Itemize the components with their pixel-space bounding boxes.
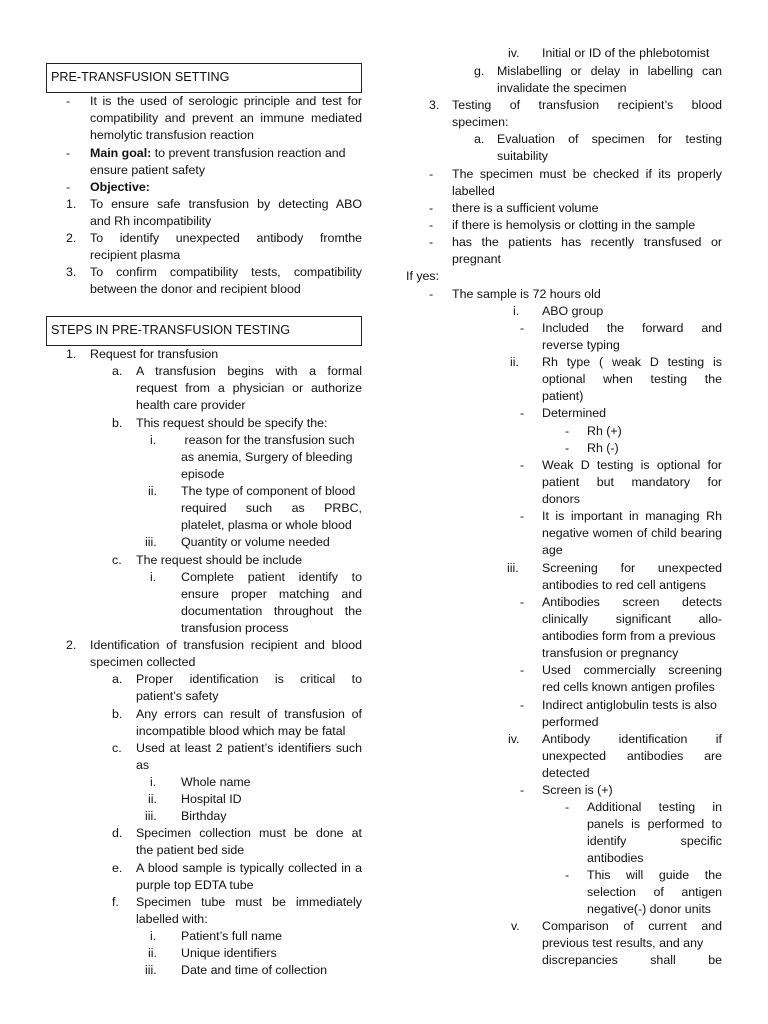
text-line: antibodies	[587, 851, 644, 865]
text-line: purple top EDTA tube	[136, 878, 254, 892]
text-line: To identify unexpected antibody fromthe	[90, 231, 362, 245]
section-title: STEPS IN PRE-TRANSFUSION TESTING	[51, 323, 291, 337]
text-line: has the patients has recently transfused or	[452, 235, 722, 249]
text-line: Weak D testing is optional for	[542, 458, 722, 472]
text-line: Included the forward and	[542, 321, 722, 335]
text-line	[90, 145, 362, 162]
text-line: This will guide the	[587, 868, 722, 882]
text-line: The specimen must be checked if its properly	[452, 167, 722, 181]
text-line: A blood sample is typically collected in a	[136, 861, 362, 875]
text-line: Unique identifiers	[181, 946, 277, 960]
text-line: patient but mandatory for	[542, 475, 722, 489]
text-line: Antibody identification if	[542, 732, 722, 746]
text-line: Patient’s full name	[181, 929, 283, 943]
text-line: health care provider	[136, 398, 246, 412]
list-marker: f.	[112, 895, 119, 909]
list-marker: iii.	[145, 809, 157, 823]
text-line: Whole name	[181, 775, 251, 789]
text-line: recipient plasma	[90, 248, 181, 262]
text-line: Evaluation of specimen for testing	[497, 132, 722, 146]
list-marker: ii.	[148, 484, 157, 498]
main-goal-label: Main goal:	[90, 146, 152, 160]
text-line: Comparison of current and	[542, 919, 722, 933]
bullet-dash: -	[520, 406, 525, 420]
bullet-dash: -	[66, 146, 71, 160]
text-line: Rh (+)	[587, 424, 622, 438]
list-marker: ii.	[148, 792, 157, 806]
text-line: specimen:	[452, 115, 509, 129]
text-line: detected	[542, 766, 590, 780]
text-line: Proper identification is critical to	[136, 672, 362, 686]
text-line: performed	[542, 715, 599, 729]
text-line: as anemia, Surgery of bleeding	[181, 450, 353, 464]
text-line: labelled	[452, 184, 495, 198]
bullet-dash: -	[429, 235, 434, 249]
bullet-dash: -	[520, 663, 525, 677]
text-line: discrepancies shall be	[542, 953, 722, 967]
text-line: Hospital ID	[181, 792, 242, 806]
text-line: patient)	[542, 389, 584, 403]
list-marker: 1.	[66, 197, 77, 211]
list-marker: iv.	[508, 732, 520, 746]
main-goal-text: to prevent transfusion reaction and	[151, 146, 346, 160]
list-marker: c.	[112, 741, 122, 755]
list-marker: 3.	[429, 98, 440, 112]
text-line: and Rh incompatibility	[90, 214, 212, 228]
list-marker: iii.	[145, 535, 157, 549]
list-marker: c.	[112, 553, 122, 567]
text-line: Antibodies screen detects	[542, 595, 722, 609]
list-marker: d.	[112, 826, 123, 840]
text-line: Request for transfusion	[90, 347, 219, 361]
text-line: negative(-) donor units	[587, 902, 711, 916]
text-line: optional when testing the	[542, 372, 722, 386]
list-marker: g.	[474, 64, 485, 78]
section-title: PRE-TRANSFUSION SETTING	[51, 70, 230, 84]
text-line: To confirm compatibility tests, compatibility	[90, 265, 362, 279]
text-line: Identification of transfusion recipient and blood	[90, 638, 362, 652]
text-line: suitability	[497, 149, 548, 163]
text-line: The type of component of blood	[181, 484, 356, 498]
text-line: invalidate the specimen	[497, 81, 627, 95]
list-marker: ii.	[510, 355, 519, 369]
text-line: transfusion or pregnancy	[542, 646, 679, 660]
text-line: ensure patient safety	[90, 163, 206, 177]
list-marker: i.	[150, 570, 157, 584]
text-line: Date and time of collection	[181, 963, 328, 977]
text-line: The request should be include	[136, 553, 303, 567]
text-line: labelled with:	[136, 912, 208, 926]
list-marker: b.	[112, 416, 123, 430]
text-line: Screening for unexpected	[542, 561, 722, 575]
text-line: identify specific	[587, 834, 722, 848]
text-line: Birthday	[181, 809, 227, 823]
text-line: age	[542, 543, 563, 557]
text-line: as	[136, 758, 150, 772]
text-line: pregnant	[452, 252, 501, 266]
section-header-steps	[46, 316, 362, 346]
list-marker: i.	[150, 433, 157, 447]
bullet-dash: -	[520, 595, 525, 609]
text-line: transfusion process	[181, 621, 289, 635]
text-line: To ensure safe transfusion by detecting ABO	[90, 197, 362, 211]
bullet-dash: -	[429, 201, 434, 215]
text-line: This request should be specify the:	[136, 416, 328, 430]
list-marker: ii.	[148, 946, 157, 960]
text-line: required such as PRBC,	[181, 501, 362, 515]
text-line: Any errors can result of transfusion of	[136, 707, 362, 721]
list-marker: e.	[112, 861, 123, 875]
list-marker: iii.	[507, 561, 519, 575]
list-marker: 2.	[66, 638, 77, 652]
if-yes-label: If yes:	[406, 269, 440, 283]
objective-label: Objective:	[90, 180, 150, 194]
list-marker: iv.	[508, 46, 520, 60]
text-line: Used at least 2 patient’s identifiers such	[136, 741, 362, 755]
text-line: Screen is (+)	[542, 783, 613, 797]
list-marker: b.	[112, 707, 123, 721]
text-line: clinically significant allo-	[542, 612, 722, 626]
list-marker: a.	[112, 672, 123, 686]
bullet-dash: -	[565, 441, 570, 455]
text-line: Complete patient identify to	[181, 570, 362, 584]
text-line: documentation throughout the	[181, 604, 362, 618]
bullet-dash: -	[429, 218, 434, 232]
text-line: Indirect antiglobulin tests is also	[542, 698, 717, 712]
text-line: Additional testing in	[587, 800, 722, 814]
text-line: The sample is 72 hours old	[452, 287, 601, 301]
text-line: Quantity or volume needed	[181, 535, 330, 549]
text-line: Rh type ( weak D testing is	[542, 355, 722, 369]
text-line: if there is hemolysis or clotting in the sample	[452, 218, 696, 232]
list-marker: i.	[150, 775, 157, 789]
text-line: unexpected antibodies are	[542, 749, 722, 763]
text-line: Rh (-)	[587, 441, 619, 455]
text-line: ABO group	[542, 304, 604, 318]
text-line: Initial or ID of the phlebotomist	[542, 46, 710, 60]
text-line: the patient bed side	[136, 843, 245, 857]
text-line: previous test results, and any	[542, 936, 704, 950]
text-line: selection of antigen	[587, 885, 722, 899]
text-line: hemolytic transfusion reaction	[90, 128, 254, 142]
text-line: Specimen tube must be immediately	[136, 895, 362, 909]
text-line: donors	[542, 492, 580, 506]
text-line: platelet, plasma or whole blood	[181, 518, 352, 532]
bullet-dash: -	[565, 800, 570, 814]
text-line: reverse typing	[542, 338, 620, 352]
text-line: between the donor and recipient blood	[90, 282, 301, 296]
list-marker: a.	[112, 364, 123, 378]
text-line: ensure proper matching and	[181, 587, 362, 601]
list-marker: 3.	[66, 265, 77, 279]
text-line: compatibility and prevent an immune mediated	[90, 111, 362, 125]
text-line: Specimen collection must be done at	[136, 826, 362, 840]
text-line: Testing of transfusion recipient’s blood	[452, 98, 722, 112]
bullet-dash: -	[520, 321, 525, 335]
list-marker: iii.	[145, 963, 157, 977]
text-line: red cells known antigen profiles	[542, 680, 715, 694]
bullet-dash: -	[520, 783, 525, 797]
text-line: Mislabelling or delay in labelling can	[497, 64, 722, 78]
text-line: incompatible blood which may be fatal	[136, 724, 346, 738]
list-marker: 2.	[66, 231, 77, 245]
text-line: It is the used of serologic principle and test for	[90, 94, 362, 108]
bullet-dash: -	[520, 458, 525, 472]
text-line: Used commercially screening	[542, 663, 722, 677]
bullet-dash: -	[429, 287, 434, 301]
list-marker: 1.	[66, 347, 77, 361]
bullet-dash: -	[565, 868, 570, 882]
text-line: Determined	[542, 406, 607, 420]
text-line: A transfusion begins with a formal	[136, 364, 362, 378]
list-marker: v.	[511, 919, 520, 933]
bullet-dash: -	[565, 424, 570, 438]
text-line: negative women of child bearing	[542, 526, 722, 540]
text-line: antibodies form from a previous	[542, 629, 716, 643]
bullet-dash: -	[429, 167, 434, 181]
bullet-dash: -	[520, 698, 525, 712]
text-line: episode	[181, 467, 225, 481]
text-line: antibodies to red cell antigens	[542, 578, 706, 592]
text-line: It is important in managing Rh	[542, 509, 722, 523]
text-line: panels is performed to	[587, 817, 722, 831]
text-line: specimen collected	[90, 655, 196, 669]
bullet-dash: -	[66, 94, 71, 108]
list-marker: i.	[513, 304, 520, 318]
text-line: reason for the transfusion such	[181, 433, 355, 447]
text-line: patient’s safety	[136, 689, 219, 703]
bullet-dash: -	[66, 180, 71, 194]
bullet-dash: -	[520, 509, 525, 523]
text-line: there is a sufficient volume	[452, 201, 599, 215]
text-line: request from a physician or authorize	[136, 381, 362, 395]
section-header-pre-transfusion-setting	[46, 63, 362, 93]
list-marker: a.	[474, 132, 485, 146]
list-marker: i.	[150, 929, 157, 943]
